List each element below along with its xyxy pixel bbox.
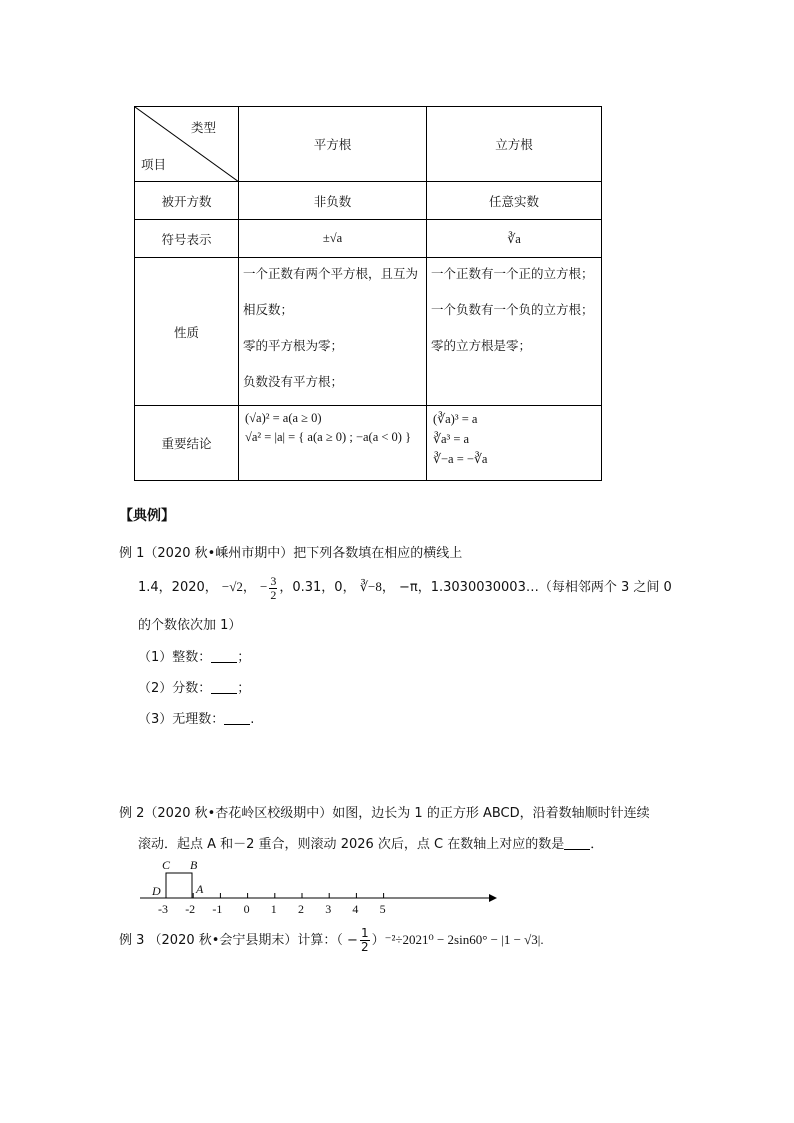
vertex-b-label: B xyxy=(190,858,198,872)
example1-note: 的个数依次加 1） xyxy=(138,618,242,633)
answer-blank[interactable] xyxy=(224,712,250,725)
example3-expression: ）⁻²÷2021⁰ − 2sin60° − |1 − √3|. xyxy=(371,932,544,947)
cuberoot-neg8: ∛−8 xyxy=(359,579,382,594)
formula-line: (√a)² = a(a ≥ 0) xyxy=(245,411,322,425)
corner-item-label: 项目 xyxy=(141,157,167,172)
numbers-part: π，1.3030030003…（每相邻两个 3 之间 0 xyxy=(409,580,672,595)
frac-numerator: 1 xyxy=(360,926,369,940)
property-line: 零的平方根为零； xyxy=(243,338,344,353)
cell-cube-properties xyxy=(427,258,602,406)
answer-blank[interactable] xyxy=(211,681,237,694)
question-label: （2）分数： xyxy=(138,681,212,696)
row-label-radicand: 被开方数 xyxy=(135,182,239,220)
tick-label: 5 xyxy=(379,902,386,916)
vertex-a-label: A xyxy=(196,882,204,896)
numbers-part: ，0.31，0， xyxy=(279,580,356,595)
tick-label: 3 xyxy=(325,902,332,916)
tick-label: -3 xyxy=(158,902,168,916)
example2-title: 例 2（2020 秋•杏花岭区校级期中）如图，边长为 1 的正方形 ABCD，沿着数轴顺时针连续 xyxy=(119,806,650,821)
question-text: 滚动．起点 A 和－2 重合，则滚动 2026 次后，点 C 在数轴上对应的数是 xyxy=(138,837,565,852)
example1-title: 例 1（2020 秋•嵊州市期中）把下列各数填在相应的横线上 xyxy=(119,546,463,561)
corner-type-label: 类型 xyxy=(191,120,217,135)
answer-blank[interactable] xyxy=(211,650,237,663)
root-comparison-table xyxy=(134,106,602,481)
axis-arrow-icon xyxy=(489,894,497,902)
cell-square-conclusions xyxy=(239,406,427,481)
property-line: 相反数； xyxy=(243,302,294,317)
example3-prefix: 例 3 （2020 秋•会宁县期末）计算：（ − xyxy=(119,933,358,948)
question-integers xyxy=(138,646,250,665)
fraction-one-half xyxy=(360,927,370,954)
frac-denominator: 2 xyxy=(360,940,369,954)
question-label: （3）无理数： xyxy=(138,712,225,727)
square-abcd xyxy=(166,873,192,898)
neg-three-halves: − $\frac{3}{2}$ xyxy=(260,573,277,602)
tick-label: 4 xyxy=(352,902,359,916)
numbers-part: ， xyxy=(381,580,395,595)
property-line: 零的立方根是零； xyxy=(431,338,532,353)
formula-line: (∛a)³ = a xyxy=(433,412,478,426)
vertex-d-label: D xyxy=(152,884,161,898)
question-label: （1）整数： xyxy=(138,650,212,665)
cell-square-properties xyxy=(239,258,427,406)
row-label-conclusions: 重要结论 xyxy=(135,406,239,481)
question-fractions xyxy=(138,677,250,696)
property-line: 负数没有平方根； xyxy=(243,374,344,389)
property-line: 一个正数有两个平方根，且互为 xyxy=(243,266,419,281)
formula-line: ∛a³ = a xyxy=(433,432,470,446)
example3 xyxy=(119,926,544,955)
header-cube-root: 立方根 xyxy=(427,107,602,182)
row-label-properties: 性质 xyxy=(135,258,239,406)
tick-label: -2 xyxy=(185,902,196,916)
example1-number-list: 1.4，2020， −√2， − $\frac{3}{2}$ ，0.31，0， ∛−8， −π，1.3030030003…（每相邻两个 3 之间 0 xyxy=(138,573,672,602)
cell-square-notation: ±√a xyxy=(239,220,427,258)
punct: ； xyxy=(237,650,251,665)
punct: ． xyxy=(590,837,604,852)
cell-cube-conclusions xyxy=(427,406,602,481)
formula-line: ∛−a = −∛a xyxy=(433,452,488,466)
tick-label: -1 xyxy=(212,902,223,916)
tick-label: 0 xyxy=(243,902,250,916)
cell-cube-notation: ∛a xyxy=(427,220,602,258)
example2-question xyxy=(138,833,603,852)
neg-sqrt2: −√2 xyxy=(221,579,243,594)
property-line: 一个负数有一个负的立方根； xyxy=(431,302,594,317)
answer-blank[interactable] xyxy=(564,837,590,850)
tick-label: 1 xyxy=(270,902,277,916)
punct: . xyxy=(250,712,255,727)
cell-square-radicand: 非负数 xyxy=(239,182,427,220)
property-line: 一个正数有一个正的立方根； xyxy=(431,266,594,281)
question-irrationals xyxy=(138,708,254,727)
cell-cube-radicand: 任意实数 xyxy=(427,182,602,220)
row-label-notation: 符号表示 xyxy=(135,220,239,258)
formula-line: √a² = |a| = { a(a ≥ 0) ; −a(a < 0) } xyxy=(245,430,412,444)
header-square-root: 平方根 xyxy=(239,107,427,182)
numbers-part: 1.4，2020， xyxy=(138,580,218,595)
punct: ； xyxy=(237,681,251,696)
vertex-c-label: C xyxy=(162,858,171,872)
section-title: 【典例】 xyxy=(119,508,175,524)
table-corner-cell xyxy=(135,107,239,182)
tick-label: 2 xyxy=(298,902,304,916)
